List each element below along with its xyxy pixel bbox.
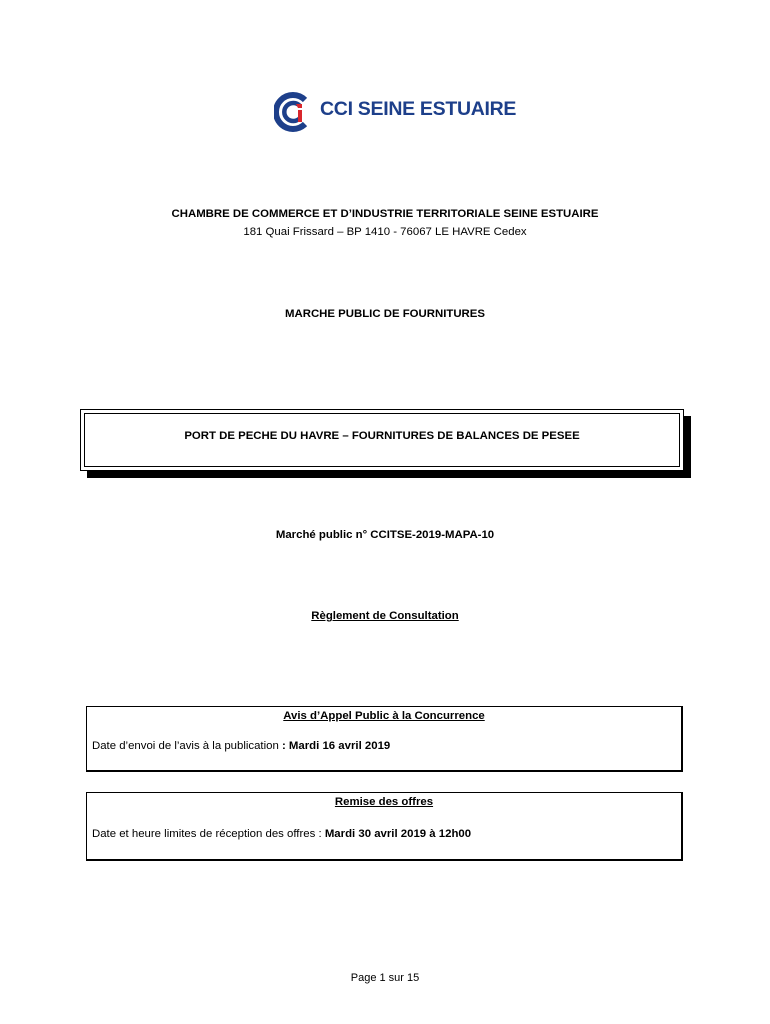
notice-label: Date d’envoi de l’avis à la publication [92, 740, 279, 752]
page-number: Page 1 sur 15 [350, 972, 420, 984]
market-number: Marché public n° CCITSE-2019-MAPA-10 [275, 529, 495, 541]
notice-box [86, 706, 683, 772]
offers-deadline: Mardi 30 avril 2019 à 12h00 [324, 828, 472, 840]
cci-logo [274, 90, 517, 136]
title-box [80, 409, 684, 471]
offers-label: Date et heure limites de réception des offres : [92, 828, 322, 840]
organization-address: 181 Quai Frissard – BP 1410 - 76067 LE HAVRE Cedex [243, 226, 527, 238]
project-title: PORT DE PECHE DU HAVRE – FOURNITURES DE BALANCES DE PESEE [184, 430, 580, 442]
offers-heading: Remise des offres [334, 796, 434, 808]
cci-logo-mark-icon [274, 92, 314, 132]
document-title: Règlement de Consultation [311, 610, 459, 622]
market-type: MARCHE PUBLIC DE FOURNITURES [285, 308, 485, 320]
offers-box [86, 792, 683, 861]
notice-line [92, 740, 390, 752]
notice-date: : Mardi 16 avril 2019 [281, 740, 391, 752]
offers-line [92, 828, 471, 840]
logo-text: CCI SEINE ESTUAIRE [320, 98, 517, 120]
notice-heading: Avis d’Appel Public à la Concurrence [283, 710, 485, 722]
organization-name: CHAMBRE DE COMMERCE ET D’INDUSTRIE TERRITORIALE SEINE ESTUAIRE [171, 208, 599, 220]
